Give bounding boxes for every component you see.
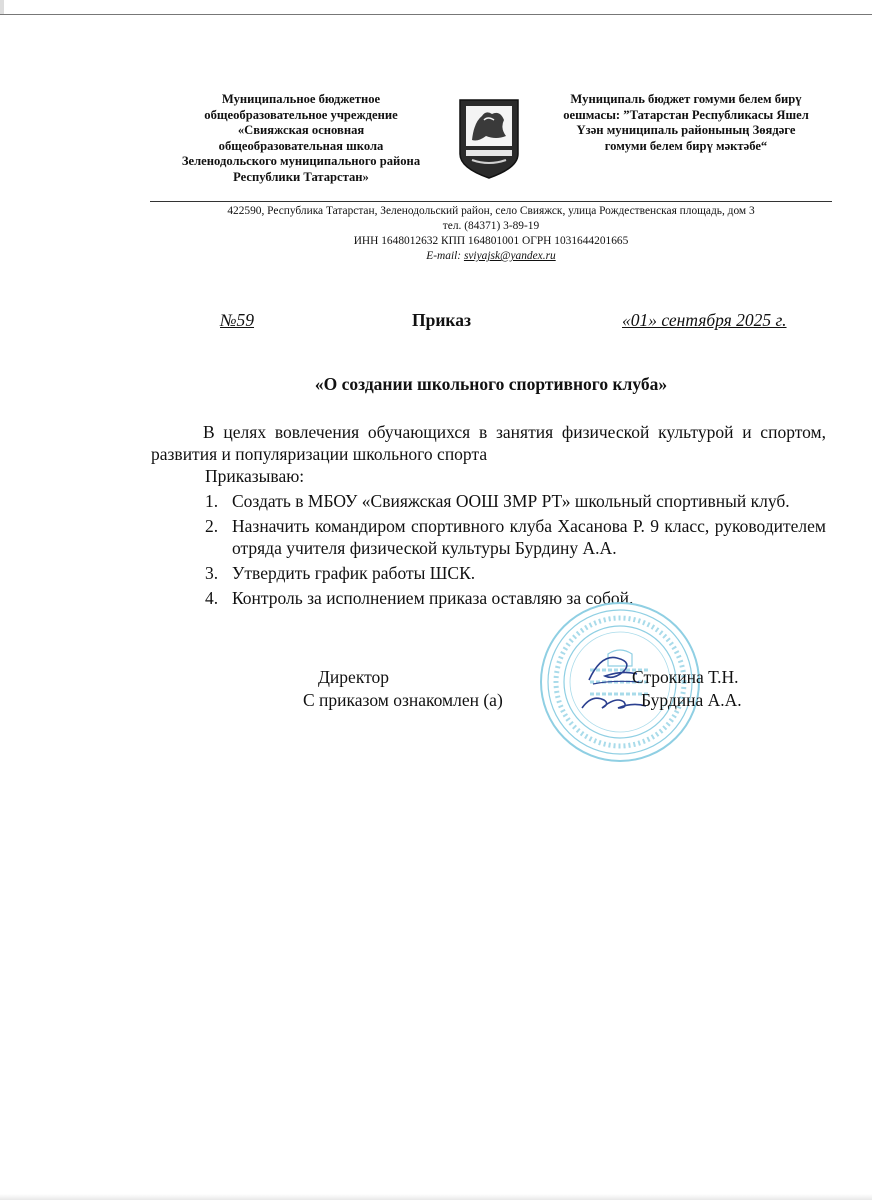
list-item bbox=[205, 562, 826, 584]
item-text: Создать в МБОУ «Свияжская ООШ ЗМР РТ» школьный спортивный клуб. bbox=[232, 491, 790, 511]
item-number: 1. bbox=[205, 491, 219, 511]
item-text: Утвердить график работы ШСК. bbox=[232, 563, 476, 583]
phone: тел. (84371) 3-89-19 bbox=[442, 220, 540, 232]
director-name: Строкина Т.Н. bbox=[632, 667, 739, 687]
preamble-text: В целях вовлечения обучающихся в занятия физической культурой и спортом, развития и популяризации школьного спорта bbox=[151, 422, 826, 464]
address: 422590, Республика Татарстан, Зеленодольский район, село Свияжск, улица Рождественская площадь, дом 3 bbox=[227, 205, 755, 217]
org-tt-line: гомуми белем бирү мәктәбе“ bbox=[604, 138, 768, 153]
scan-top-line bbox=[0, 14, 872, 15]
order-verb: Приказываю: bbox=[205, 466, 305, 486]
contact-block bbox=[150, 204, 832, 264]
acknowledger-signature-icon bbox=[578, 690, 650, 716]
org-ru-line: общеобразовательная школа bbox=[218, 138, 384, 153]
email-label: E-mail: bbox=[426, 250, 462, 262]
order-items bbox=[205, 490, 826, 612]
order-date: «01» сентября 2025 г. bbox=[622, 310, 787, 330]
org-ru-line: Муниципальное бюджетное bbox=[221, 92, 381, 106]
org-ru-line: Зеленодольского муниципального района bbox=[181, 154, 421, 169]
coat-of-arms-icon bbox=[456, 96, 522, 180]
item-number: 2. bbox=[205, 516, 219, 536]
item-number: 3. bbox=[205, 563, 219, 583]
org-name-tatar bbox=[542, 92, 830, 154]
director-role: Директор bbox=[318, 667, 390, 687]
item-number: 4. bbox=[205, 588, 219, 608]
email-line bbox=[150, 249, 832, 264]
org-name-russian bbox=[162, 92, 440, 186]
registry-numbers: ИНН 1648012632 КПП 164801001 ОГРН 1031644201665 bbox=[353, 235, 629, 247]
org-tt-line: Үзән муниципаль районының Зөядәге bbox=[576, 123, 796, 138]
email-link[interactable]: sviyajsk@yandex.ru bbox=[463, 250, 556, 262]
org-tt-line: оешмасы: ”Татарстан Республикасы Яшел bbox=[563, 107, 809, 122]
org-ru-line: Республики Татарстан» bbox=[233, 169, 369, 184]
header-divider bbox=[150, 201, 832, 202]
item-text: Контроль за исполнением приказа оставляю за собой. bbox=[232, 588, 634, 608]
item-text: Назначить командиром спортивного клуба Хасанова Р. 9 класс, руководителем отряда учителя физической культуры Бурдину А.А. bbox=[232, 516, 826, 558]
org-ru-line: «Свияжская основная bbox=[237, 123, 365, 138]
order-number: №59 bbox=[220, 310, 255, 330]
order-subject: «О создании школьного спортивного клуба» bbox=[314, 374, 668, 394]
order-title: Приказ bbox=[412, 310, 472, 330]
list-item bbox=[205, 587, 826, 609]
list-item bbox=[205, 515, 826, 559]
org-ru-line: общеобразовательное учреждение bbox=[204, 107, 398, 122]
acknowledgement-label: С приказом ознакомлен (а) bbox=[303, 690, 503, 710]
list-item bbox=[205, 490, 826, 512]
scan-edge bbox=[0, 0, 4, 14]
org-tt-line: Муниципаль бюджет гомуми белем бирү bbox=[570, 92, 802, 106]
scan-bottom-edge bbox=[0, 1194, 872, 1200]
acknowledger-name: Бурдина А.А. bbox=[641, 690, 742, 710]
